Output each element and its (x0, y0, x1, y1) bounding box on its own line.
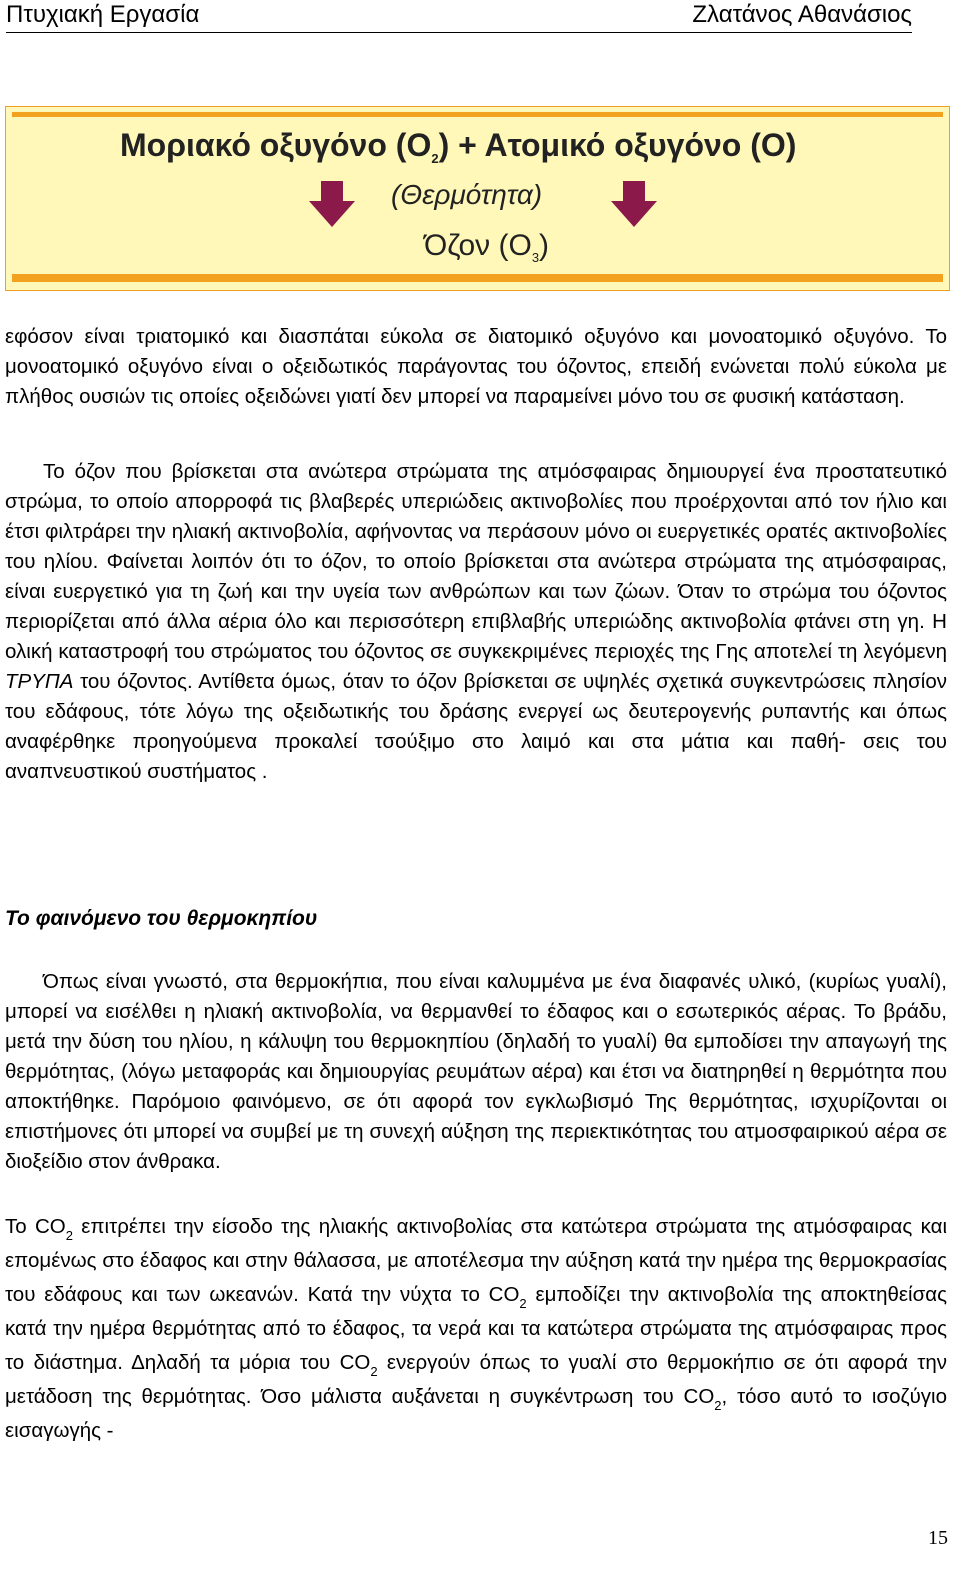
banner-equation-sub: 2 (431, 151, 439, 166)
banner-result-part1: Όζον (O (424, 229, 532, 262)
section-heading-greenhouse: Το φαινόμενο του θερμοκηπίου (5, 907, 318, 930)
banner-result-part2: ) (539, 229, 550, 262)
arrow-down-icon (611, 181, 657, 227)
paragraph-greenhouse: Όπως είναι γνωστό, στα θερμοκήπια, που είναι καλυμμένα με ένα διαφανές υλικό, (κυρίως γυαλί), μπορεί να εισέλθει η ηλιακή ακτινοβολία, να θερμανθεί το έδαφος και ο εσωτερικός αέρας. Το βράδυ, μετά την δύση του ηλίου, η κάλυψη του θερμοκηπίου (δηλαδή το γυαλί) θα εμποδίσει την απαγωγή της θερμότητας, (λόγω μεταφοράς και δημιουργίας ρευμάτων αέρα) και έτσι να διατηρηθεί η θερμότητα που αποκτήθηκε. Παρόμοιο φαινόμενο, σε ότι αφορά τον εγκλωβισμό Της θερμότητας, ισχυρίζονται οι επιστήμονες ότι μπορεί να συμβεί με τη συνεχή αύξηση της περιεκτικότητας του ατμοσφαιρικού αέρα σε διοξείδιο στον άνθρακα. (5, 970, 947, 1173)
co2-text-1: Το CO (5, 1215, 66, 1238)
banner-result (424, 229, 549, 263)
arrow-down-icon (309, 181, 355, 227)
paragraph-ozone-layer (5, 457, 947, 787)
ozone-formation-banner (5, 106, 950, 291)
ozone-hole-term: ΤΡΥΠΑ (5, 670, 74, 693)
co2-sub: 2 (519, 1296, 527, 1311)
paragraph-co2 (5, 1210, 947, 1448)
co2-sub: 2 (65, 1228, 73, 1243)
banner-equation (120, 127, 796, 164)
page-header (6, 0, 912, 33)
banner-equation-part2: ) + Ατομικό οξυγόνο (O) (438, 127, 797, 163)
paragraph-ozone-layer-part1: Το όζον που βρίσκεται στα ανώτερα στρώματα της ατμόσφαιρας δημιουργεί ένα προστατευτικό στρώμα, το οποίο απορροφά τις βλαβερές υπεριώδεις ακτινοβολίες που προέρχονται από τον ήλιο και έτσι φιλτράρει την ηλιακή ακτινοβολία, αφήνοντας να περάσουν μόνο οι ευεργετικές ορατές ακτινοβολίες του ηλίου. Φαίνεται λοιπόν ότι το όζον, το οποίο βρίσκεται στα ανώτερα στρώματα της ατμόσφαιρας, είναι ευεργετικό για τη ζωή και την υγεία των ανθρώπων και των ζώων. Όταν το στρώμα του όζοντος περιορίζεται από άλλα αέρια όλο και περισσότερη επιβλαβής υπεριώδης ακτινοβολία φτάνει στη γη. Η ολική καταστροφή του στρώματος του όζοντος σε συγκεκριμένες περιοχές της Γης αποτελεί τη λεγόμενη (5, 460, 947, 663)
co2-text-4: ενεργούν όπως το γυαλί στο θερμοκήπιο σε ότι αφορά την μετάδοση της θερμότητας. Όσο μάλιστα αυξάνεται η συγκέντρωση του CO (5, 1351, 947, 1408)
co2-text-5: , τόσο αυτό το ισοζύγιο εισαγωγής - (5, 1385, 947, 1442)
co2-sub: 2 (370, 1364, 378, 1379)
co2-sub: 2 (714, 1398, 722, 1413)
paragraph-ozone-intro: εφόσον είναι τριατομικό και διασπάται εύκολα σε διατομικό οξυγόνο και μονοατομικό οξυγόνο. Το μονοατομικό οξυγόνο είναι ο οξειδωτικός παράγοντας του όζοντος, επειδή ενώνεται πολύ εύκολα με πλήθος ουσιών τις οποίες οξειδώνει γιατί δεν μπορεί να παραμείνει μόνο του σε φυσική κατάσταση. (5, 325, 947, 408)
page-number: 15 (928, 1527, 948, 1549)
banner-equation-part1: Μοριακό οξυγόνο (O (120, 127, 432, 163)
banner-heat-label: (Θερμότητα) (391, 179, 543, 210)
paragraph-ozone-layer-part2: του όζοντος. Αντίθετα όμως, όταν το όζον βρίσκεται σε υψηλές σχετικά συγκεντρώσεις πλησίον του εδάφους, τότε λόγω της οξειδωτικής του δράσης ενεργεί ως δευτερογενής ρυπαντής και όπως αναφέρθηκε προηγούμενα προκαλεί τσούξιμο στο λαιμό και στα μάτια και παθή- σεις του αναπνευστικού συστήματος . (5, 670, 947, 783)
header-author: Ζλατάνος Αθανάσιος (692, 1, 912, 28)
co2-text-3: εμποδίζει την ακτινοβολία της αποκτηθείσας κατά την ημέρα θερμότητας από το έδαφος, τα νερά και τα κατώτερα στρώματα της ατμόσφαιρας προς το διάστημα. Δηλαδή τα μόρια του CO (5, 1283, 947, 1374)
header-title: Πτυχιακή Εργασία (6, 1, 200, 28)
banner-result-sub: 3 (531, 250, 540, 265)
co2-text-2: επιτρέπει την είσοδο της ηλιακής ακτινοβολίας στα κατώτερα στρώματα της ατμόσφαιρας και επομένως στο έδαφος και στην θάλασσα, με αποτέλεσμα την αύξηση κατά την ημέρα της θερμοκρασίας του εδάφους και των ωκεανών. Κατά την νύχτα το CO (5, 1215, 947, 1306)
